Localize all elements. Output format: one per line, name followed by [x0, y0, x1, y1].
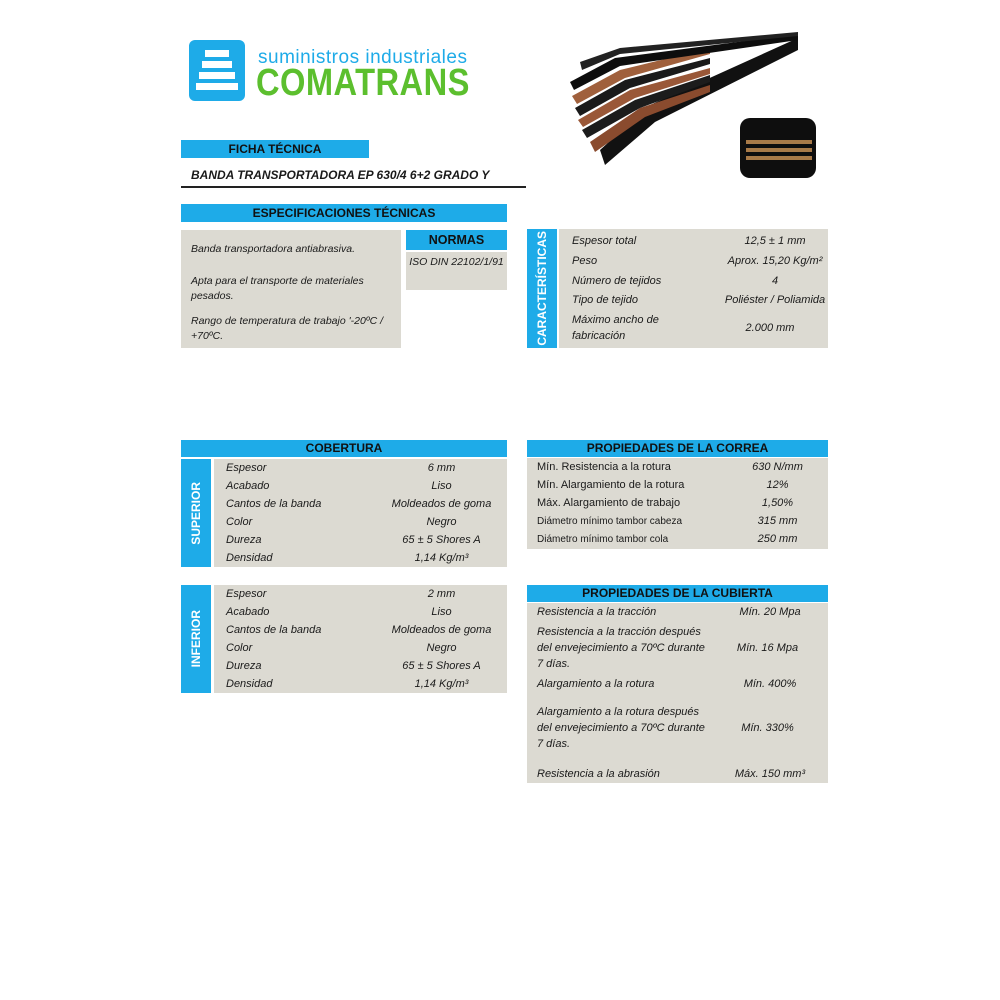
superior-row	[214, 549, 507, 567]
cubierta-value: Mín. 16 Mpa	[736, 642, 799, 654]
superior-key: Cantos de la banda	[226, 498, 322, 510]
caracteristicas-label: CARACTERÍSTICAS	[535, 231, 549, 346]
inferior-value: Moldeados de goma	[391, 624, 492, 636]
superior-value: 6 mm	[427, 462, 456, 474]
cubierta-row	[527, 703, 828, 753]
inferior-value: Negro	[426, 642, 457, 654]
inferior-value: 1,14 Kg/m³	[414, 678, 469, 690]
desc-line-1: Banda transportadora antiabrasiva.	[191, 243, 356, 255]
correa-table	[527, 458, 828, 549]
superior-label-box	[181, 459, 211, 567]
inferior-key: Cantos de la banda	[226, 624, 322, 636]
correa-value: 630 N/mm	[752, 461, 803, 473]
company-logo-icon	[189, 40, 245, 101]
inferior-label-box	[181, 585, 211, 693]
inferior-value: 65 ± 5 Shores A	[402, 660, 481, 672]
caract-value: 12,5 ± 1 mm	[744, 235, 806, 247]
inferior-row	[214, 603, 507, 621]
superior-table	[214, 459, 507, 567]
superior-row	[214, 459, 507, 477]
cubierta-key: Resistencia a la tracción	[537, 606, 657, 618]
correa-title: PROPIEDADES DE LA CORREA	[527, 440, 828, 457]
desc-line-2: Apta para el transporte de materiales pesados.	[191, 275, 364, 302]
caract-row	[559, 291, 828, 309]
cubierta-value: Mín. 20 Mpa	[739, 606, 801, 618]
logo-name: COMATRANS	[256, 62, 470, 104]
correa-row	[527, 476, 828, 494]
superior-key: Acabado	[226, 480, 270, 492]
caract-key: Número de tejidos	[572, 275, 662, 287]
correa-row	[527, 494, 828, 512]
superior-value: 1,14 Kg/m³	[414, 552, 469, 564]
caract-value: Poliéster / Poliamida	[724, 294, 826, 306]
cubierta-row	[527, 623, 828, 673]
caracteristicas-table	[559, 229, 828, 348]
product-title: BANDA TRANSPORTADORA EP 630/4 6+2 GRADO Y	[191, 168, 490, 182]
desc-line-3: Rango de temperatura de trabajo '-20ºC / +70ºC.	[191, 315, 384, 342]
superior-key: Dureza	[226, 534, 262, 546]
caract-row	[559, 272, 828, 290]
correa-row	[527, 458, 828, 476]
cubierta-title: PROPIEDADES DE LA CUBIERTA	[527, 585, 828, 602]
correa-row	[527, 530, 828, 548]
superior-value: 65 ± 5 Shores A	[402, 534, 481, 546]
correa-key: Mín. Resistencia a la rotura	[537, 461, 671, 473]
especificaciones-title: ESPECIFICACIONES TÉCNICAS	[252, 206, 436, 220]
superior-row	[214, 495, 507, 513]
inferior-key: Acabado	[226, 606, 270, 618]
caract-row	[559, 252, 828, 270]
correa-key: Máx. Alargamiento de trabajo	[537, 497, 681, 509]
normas-title: NORMAS	[406, 230, 507, 250]
inferior-row	[214, 585, 507, 603]
superior-key: Espesor	[226, 462, 267, 474]
inferior-value: 2 mm	[427, 588, 456, 600]
inferior-row	[214, 639, 507, 657]
superior-value: Negro	[426, 516, 457, 528]
inferior-key: Densidad	[226, 678, 273, 690]
inferior-row	[214, 621, 507, 639]
cubierta-row	[527, 675, 828, 693]
cubierta-key: Resistencia a la tracción después del envejecimiento a 70ºC durante 7 días.	[537, 626, 705, 670]
superior-value: Moldeados de goma	[391, 498, 492, 510]
caract-key: Máximo ancho de fabricación	[572, 314, 659, 342]
cubierta-value: Máx. 150 mm³	[734, 768, 806, 780]
inferior-table	[214, 585, 507, 693]
inferior-row	[214, 675, 507, 693]
superior-row	[214, 531, 507, 549]
cubierta-key: Resistencia a la abrasión	[537, 768, 660, 780]
especificaciones-header	[181, 204, 507, 222]
caract-row	[559, 311, 828, 345]
logo-subtitle: suministros industriales	[258, 47, 468, 68]
caract-value: 2.000 mm	[745, 322, 795, 334]
inferior-key: Dureza	[226, 660, 262, 672]
cubierta-value: Mín. 400%	[743, 678, 797, 690]
cubierta-key: Alargamiento a la rotura después del envejecimiento a 70ºC durante 7 días.	[537, 706, 705, 750]
correa-key: Diámetro mínimo tambor cabeza	[537, 515, 683, 527]
correa-value: 12%	[766, 479, 789, 491]
cubierta-value: Mín. 330%	[741, 722, 794, 734]
superior-key: Color	[226, 516, 253, 528]
inferior-key: Espesor	[226, 588, 267, 600]
inferior-value: Liso	[431, 606, 452, 618]
title-underline	[181, 186, 526, 188]
caract-row	[559, 232, 828, 250]
especificaciones-description	[181, 230, 401, 348]
correa-key: Diámetro mínimo tambor cola	[537, 533, 669, 545]
caract-key: Tipo de tejido	[572, 294, 638, 306]
superior-row	[214, 477, 507, 495]
inferior-label: INFERIOR	[189, 610, 203, 668]
cobertura-title: COBERTURA	[181, 440, 507, 457]
correa-row	[527, 512, 828, 530]
caract-value: 4	[771, 275, 779, 287]
caracteristicas-label-box	[527, 229, 557, 348]
caract-key: Espesor total	[572, 235, 637, 247]
caract-key: Peso	[572, 255, 598, 267]
superior-label: SUPERIOR	[189, 481, 203, 545]
cubierta-table	[527, 603, 828, 783]
correa-key: Mín. Alargamiento de la rotura	[537, 479, 685, 491]
correa-value: 250 mm	[757, 533, 798, 545]
superior-key: Densidad	[226, 552, 273, 564]
ficha-tecnica-label: FICHA TÉCNICA	[181, 140, 369, 158]
normas-value: ISO DIN 22102/1/91	[406, 252, 507, 290]
correa-value: 315 mm	[757, 515, 798, 527]
correa-value: 1,50%	[761, 497, 794, 509]
cubierta-row	[527, 603, 828, 621]
inferior-row	[214, 657, 507, 675]
inferior-key: Color	[226, 642, 253, 654]
cubierta-key: Alargamiento a la rotura	[537, 678, 655, 690]
superior-row	[214, 513, 507, 531]
cubierta-row	[527, 765, 828, 783]
superior-value: Liso	[431, 480, 452, 492]
conveyor-belt-image	[560, 30, 820, 190]
caract-value: Aprox. 15,20 Kg/m²	[727, 255, 823, 267]
